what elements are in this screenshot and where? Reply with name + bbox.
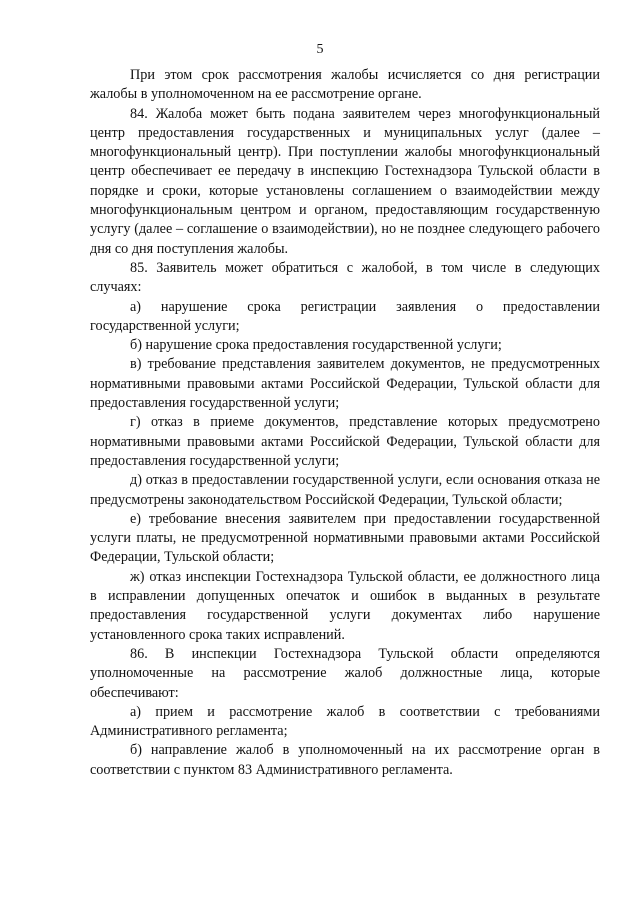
list-item-zh: ж) отказ инспекции Гостехнадзора Тульской области, ее должностного лица в исправлении допущенных опечаток и ошибок в выданных в результате предоставления государственной услуги документах либо нарушение установленного срока таких исправлений. xyxy=(90,568,600,643)
document-body xyxy=(90,66,600,780)
paragraph-complaint-review-term: При этом срок рассмотрения жалобы исчисляется со дня регистрации жалобы в уполномоченном на ее рассмотрение органе. xyxy=(90,67,600,103)
list-item-d: д) отказ в предоставлении государственной услуги, если основания отказа не предусмотрены законодательством Российской Федерации, Тульской области; xyxy=(90,472,600,508)
list-item-b-86: б) направление жалоб в уполномоченный на их рассмотрение орган в соответствии с пунктом 83 Административного регламента. xyxy=(90,742,600,778)
list-item-e: е) требование внесения заявителем при предоставлении государственной услуги платы, не предусмотренной нормативными правовыми актами Российской Федерации, Тульской области; xyxy=(90,510,600,566)
list-item-a-86: а) прием и рассмотрение жалоб в соответствии с требованиями Административного регламента; xyxy=(90,703,600,740)
list-item-g: г) отказ в приеме документов, представление которых предусмотрено нормативными правовыми актами Российской Федерации, Тульской области для предоставления государственной услуги; xyxy=(90,414,600,469)
paragraph-86: 86. В инспекции Гостехнадзора Тульской области определяются уполномоченные на рассмотрение жалоб должностные лица, которые обеспечивают: xyxy=(90,645,600,701)
paragraph-84: 84. Жалоба может быть подана заявителем через многофункциональный центр предоставления государственных и муниципальных услуг (далее – многофункциональный центр). При поступлении жалобы многофункциональный центр обеспечивает ее передачу в инспекцию Гостехнадзора Тульской области в порядке и сроки, которые установлены соглашением о взаимодействии между многофункциональным центром и органом, предоставляющим государственную услугу (далее – соглашение о взаимодействии), но не позднее следующего рабочего дня со дня поступления жалобы. xyxy=(90,105,600,257)
paragraph-85: 85. Заявитель может обратиться с жалобой, в том числе в следующих случаях: xyxy=(90,259,600,296)
page-number: 5 xyxy=(316,42,324,57)
list-item-v: в) требование представления заявителем документов, не предусмотренных нормативными правовыми актами Российской Федерации, Тульской области для предоставления государственной услуги; xyxy=(90,356,600,412)
list-item-a: а) нарушение срока регистрации заявления о предоставлении государственной услуги; xyxy=(90,298,600,334)
list-item-b: б) нарушение срока предоставления государственной услуги; xyxy=(130,337,502,354)
